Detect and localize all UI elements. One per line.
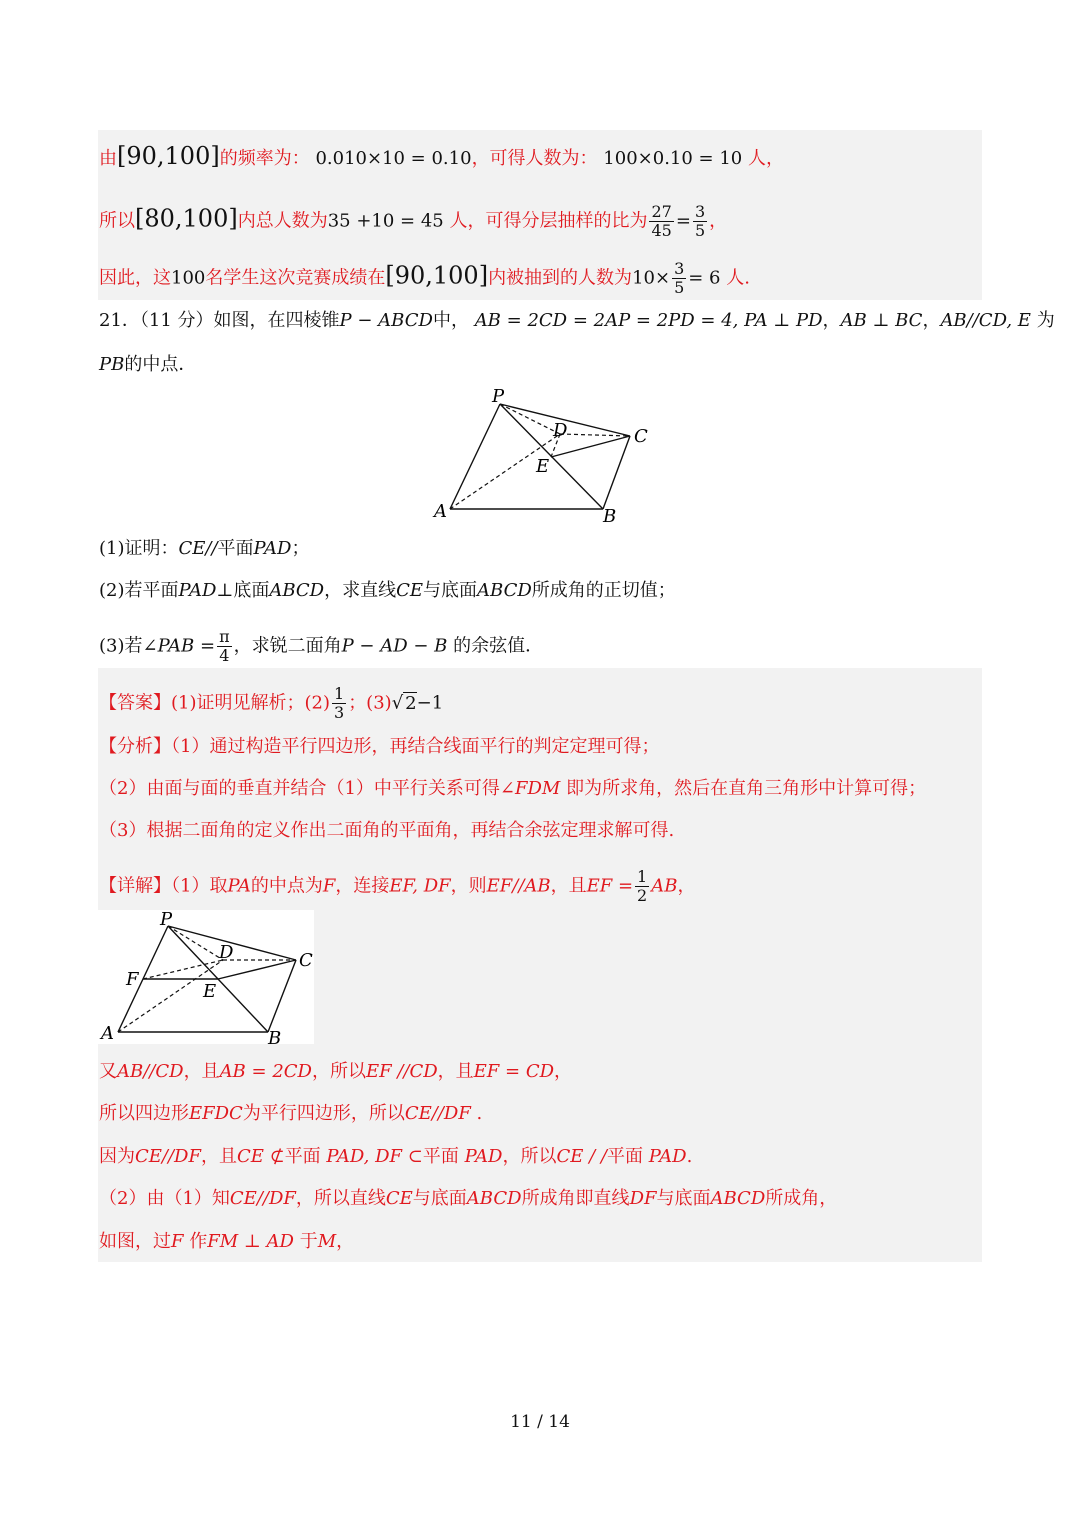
label-A: A [101,1023,114,1044]
label-F: F [126,969,139,990]
fraction-3-5b: $\frac{3}{5}$ [674,259,685,297]
sub-question-2: (2)若平面PAD⊥底面ABCD，求直线CE与底面ABCD所成角的正切值； [99,580,676,601]
solution-line-3: 因此，这100名学生这次竞赛成绩在[90,100]内被抽到的人数为10× $\frac{3}{5}$ = 6 人. [99,259,750,297]
fraction-1-2: $\frac{1}{2}$ [637,867,648,905]
edge-FD [143,960,223,979]
question-21-line-2: PB的中点． [99,354,197,375]
edge-PA [450,404,500,509]
sub-question-1: (1)证明：CE//平面PAD； [99,538,310,559]
solution-line-1: 由[90,100]的频率为： 0.010×10 = 0.10，可得人数为： 100×0.10 = 10 人， [99,142,784,170]
label-E: E [536,456,550,477]
pyramid-figure-2 [98,908,316,1046]
label-B: B [603,506,617,524]
edge-PD [500,404,560,434]
label-P: P [492,386,505,407]
fraction-3-5: $\frac{3}{5}$ [694,202,706,240]
edge-DC [560,434,630,436]
analysis-line-2: （2）由面与面的垂直并结合（1）中平行关系可得∠FDM 即为所求角，然后在直角三角形中计算可得； [99,778,927,799]
question-21-line-1: 21．（11 分）如图，在四棱锥P − ABCD中， AB = 2CD = 2AP = 2PD = 4, PA ⊥ PD，AB ⊥ BC，AB//CD, E 为 [99,310,1055,331]
fraction-1-3: $\frac{1}{3}$ [334,684,345,722]
detail-line-5: （2）由（1）知CE//DF，所以直线CE与底面ABCD所成角即直线DF与底面ABCD所成角， [99,1188,838,1209]
detail-line-4: 因为CE//DF，且CE ⊄平面 PAD, DF ⊂平面 PAD，所以CE / /平面 PAD. [99,1146,693,1167]
label-C: C [299,950,313,971]
label-B: B [268,1028,282,1046]
sub-question-3: (3)若∠PAB = $\frac{\pi}{4}$ ，求锐二面角P − AD − B 的余弦值． [99,627,544,665]
edge-BC [268,960,296,1032]
analysis-line-1: 【分析】（1）通过构造平行四边形，再结合线面平行的判定定理可得； [99,736,660,757]
page-number: 11 / 14 [510,1412,570,1432]
detail-line-3: 所以四边形EFDC为平行四边形，所以CE//DF . [99,1103,483,1124]
detail-line-2: 又AB//CD，且AB = 2CD，所以EF //CD，且EF = CD， [99,1061,573,1082]
label-E: E [203,981,217,1002]
label-A: A [434,501,447,522]
label-D: D [553,420,568,441]
solution-line-2: 所以[80,100]内总人数为35 +10 = 45 人，可得分层抽样的比为 $\frac{27}{45}$ = $\frac{3}{5}$ ， [99,202,728,240]
label-P: P [160,909,173,930]
answer-line: 【答案】(1)证明见解析；(2) $\frac{1}{3}$ ；(3)√ 2−1 [99,684,444,722]
detail-line-1: 【详解】（1）取PA的中点为F，连接EF, DF，则EF//AB，且EF = $\frac{1}{2}$ AB， [99,867,696,905]
fraction-27-45: $\frac{27}{45}$ [651,202,672,240]
pyramid-figure-1 [420,384,660,524]
label-C: C [634,426,648,447]
edge-BC [603,436,630,509]
detail-line-6: 如图，过F 作FM ⊥ AD 于M， [99,1231,355,1252]
analysis-line-3: （3）根据二面角的定义作出二面角的平面角，再结合余弦定理求解可得. [99,820,675,841]
label-D: D [219,942,234,963]
fraction-pi-4: $\frac{\pi}{4}$ [219,627,230,665]
